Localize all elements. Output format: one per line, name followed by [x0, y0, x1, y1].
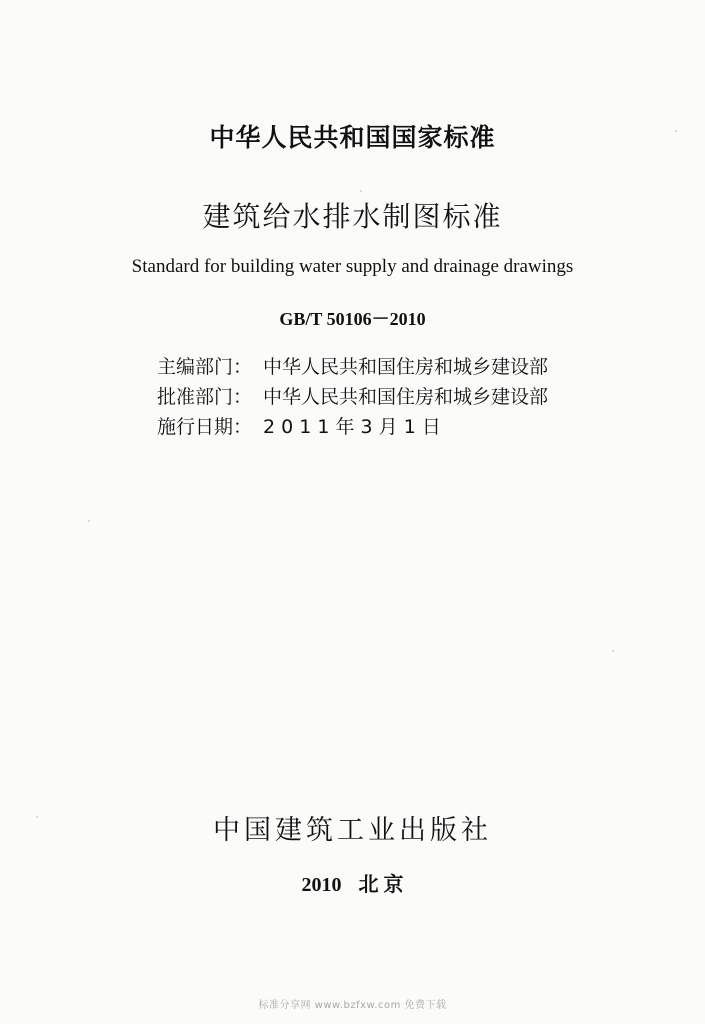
- watermark-footer: 标准分享网 www.bzfxw.com 免费下载: [258, 1000, 447, 1011]
- meta-label-editor: 主编部门：: [157, 356, 253, 378]
- meta-row-approver: [157, 382, 577, 412]
- meta-value-effective-date: 2 0 1 1 年 3 月 1 日: [263, 416, 441, 438]
- scan-speck: [36, 816, 38, 818]
- scan-speck: [675, 130, 677, 132]
- meta-row-editor: [157, 352, 577, 382]
- publisher-name: 中国建筑工业出版社: [213, 815, 492, 846]
- standard-code: GB/T 50106－2010: [279, 309, 426, 329]
- meta-label-approver: 批准部门：: [157, 386, 253, 408]
- standard-title-chinese: 建筑给水排水制图标准: [202, 200, 503, 233]
- meta-value-approver: 中华人民共和国住房和城乡建设部: [263, 386, 549, 408]
- scan-speck: [88, 520, 90, 522]
- scan-speck: [360, 190, 362, 192]
- publication-place-year: [0, 868, 705, 897]
- meta-label-effective-date: 施行日期：: [157, 416, 253, 438]
- scan-speck: [612, 650, 614, 652]
- meta-value-editor: 中华人民共和国住房和城乡建设部: [263, 356, 549, 378]
- publication-city: 北 京: [358, 874, 404, 896]
- national-standard-heading: 中华人民共和国国家标准: [209, 123, 496, 152]
- standard-meta-info: [157, 352, 577, 442]
- publication-year: 2010: [301, 874, 342, 896]
- standard-title-english: Standard for building water supply and drainage drawings: [131, 256, 574, 277]
- meta-row-effective-date: [157, 412, 577, 442]
